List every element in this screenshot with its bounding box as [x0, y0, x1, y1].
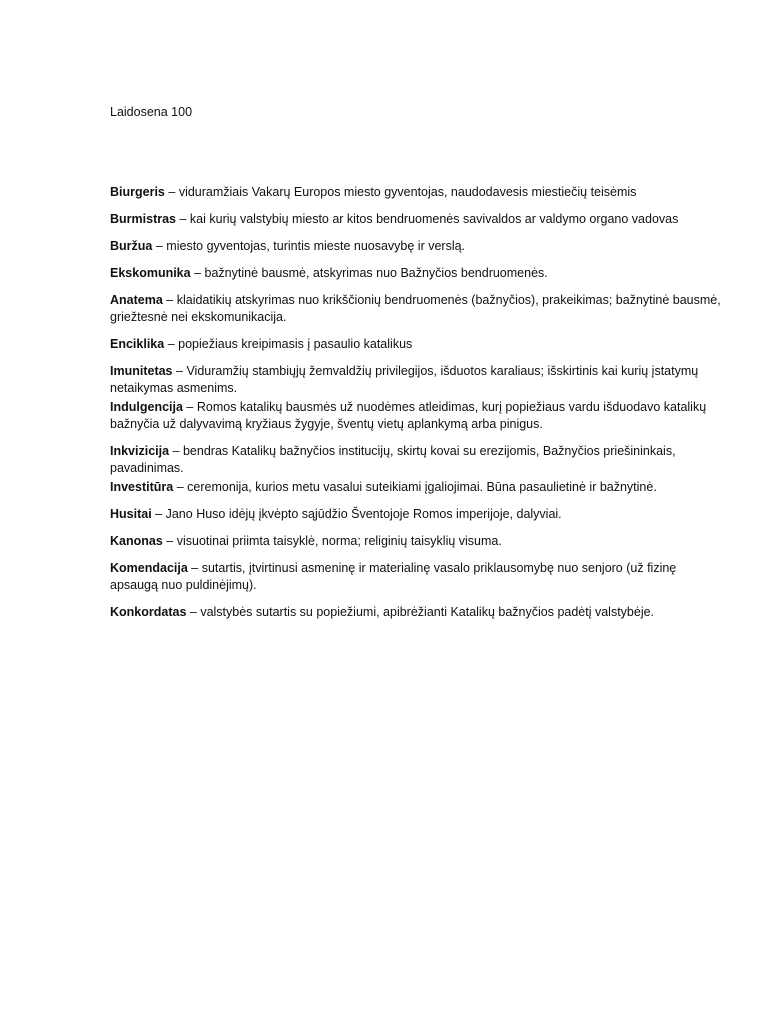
glossary-entry: Inkvizicija – bendras Katalikų bažnyčios institucijų, skirtų kovai su erezijomis, Bažnyčios priešininkais, pavadinimas. — [110, 444, 676, 475]
glossary-term: Anatema — [110, 293, 163, 307]
glossary-definition: valstybės sutartis su popiežiumi, apibrėžianti Katalikų bažnyčios padėtį valstybėje. — [200, 605, 655, 619]
glossary-entry: Ekskomunika – bažnytinė bausmė, atskyrimas nuo Bažnyčios bendruomenės. — [110, 266, 548, 280]
glossary-definition: ceremonija, kurios metu vasalui suteikiami įgaliojimai. Būna pasaulietinė ir bažnytinė. — [187, 480, 657, 494]
document-title: Laidosena 100 — [110, 105, 193, 119]
glossary-definition: popiežiaus kreipimasis į pasaulio katalikus — [178, 337, 413, 351]
glossary-definition: visuotinai priimta taisyklė, norma; religinių taisyklių visuma. — [176, 534, 502, 548]
glossary-entry: Kanonas – visuotinai priimta taisyklė, norma; religinių taisyklių visuma. — [110, 534, 502, 548]
glossary-term: Enciklika — [110, 337, 165, 351]
glossary-term: Imunitetas — [110, 364, 173, 378]
glossary-definition: bažnytinė bausmė, atskyrimas nuo Bažnyčios bendruomenės. — [204, 266, 548, 280]
glossary-entry: Imunitetas – Viduramžių stambiųjų žemvaldžių privilegijos, išduotos karaliaus; išskirtinis kai kurių įstatymų netaikymas asmenims. — [110, 364, 699, 395]
glossary-entry: Buržua – miesto gyventojas, turintis mieste nuosavybę ir verslą. — [110, 239, 466, 253]
document-header — [110, 104, 725, 120]
glossary-entry: Investitūra – ceremonija, kurios metu vasalui suteikiami įgaliojimai. Būna pasaulietinė ir bažnytinė. — [110, 480, 657, 494]
glossary-entry: Anatema – klaidatikių atskyrimas nuo krikščionių bendruomenės (bažnyčios), prakeikimas; bažnytinė bausmė, griežtesnė nei ekskomunikacija. — [110, 293, 721, 324]
glossary-entry: Konkordatas – valstybės sutartis su popiežiumi, apibrėžianti Katalikų bažnyčios padėtį valstybėje. — [110, 605, 655, 619]
glossary-term: Inkvizicija — [110, 444, 170, 458]
glossary-term: Indulgencija — [110, 400, 183, 414]
glossary-definition: bendras Katalikų bažnyčios institucijų, skirtų kovai su erezijomis, Bažnyčios priešininkais, pavadinimas. — [110, 444, 676, 475]
glossary-definition: kai kurių valstybių miesto ar kitos bendruomenės savivaldos ar valdymo organo vadovas — [189, 212, 679, 226]
glossary-definition: miesto gyventojas, turintis mieste nuosavybę ir verslą. — [166, 239, 466, 253]
glossary-term: Ekskomunika — [110, 266, 191, 280]
glossary-definition: sutartis, įtvirtinusi asmeninę ir materialinę vasalo priklausomybę nuo senjoro (už fizinę apsaugą nuo puldinėjimų). — [110, 561, 677, 592]
glossary-term: Komendacija — [110, 561, 188, 575]
glossary-entry: Husitai – Jano Huso idėjų įkvėpto sąjūdžio Šventojoje Romos imperijoje, dalyviai. — [110, 507, 562, 521]
glossary-definition: viduramžiais Vakarų Europos miesto gyventojas, naudodavesis miestiečių teisėmis — [178, 185, 637, 199]
glossary-term: Husitai — [110, 507, 152, 521]
glossary-definition: Jano Huso idėjų įkvėpto sąjūdžio Šventojoje Romos imperijoje, dalyviai. — [165, 507, 562, 521]
glossary-term: Kanonas — [110, 534, 163, 548]
glossary-term: Biurgeris — [110, 185, 165, 199]
glossary-entry: Burmistras – kai kurių valstybių miesto ar kitos bendruomenės savivaldos ar valdymo organo vadovas — [110, 212, 679, 226]
glossary-entry: Biurgeris – viduramžiais Vakarų Europos miesto gyventojas, naudodavesis miestiečių teisėmis — [110, 185, 637, 199]
glossary-entry: Komendacija – sutartis, įtvirtinusi asmeninę ir materialinę vasalo priklausomybę nuo senjoro (už fizinę apsaugą nuo puldinėjimų). — [110, 561, 677, 592]
glossary-entry: Enciklika – popiežiaus kreipimasis į pasaulio katalikus — [110, 337, 413, 351]
glossary-definition: klaidatikių atskyrimas nuo krikščionių bendruomenės (bažnyčios), prakeikimas; bažnytinė bausmė, griežtesnė nei ekskomunikacija. — [110, 293, 721, 324]
glossary-term: Buržua — [110, 239, 153, 253]
glossary-definition: Viduramžių stambiųjų žemvaldžių privilegijos, išduotos karaliaus; išskirtinis kai kurių įstatymų netaikymas asmenims. — [110, 364, 699, 395]
glossary-term: Konkordatas — [110, 605, 187, 619]
glossary-term: Burmistras — [110, 212, 176, 226]
glossary-list — [110, 184, 725, 631]
glossary-definition: Romos katalikų bausmės už nuodėmes atleidimas, kurį popiežiaus vardu išduodavo katalikų bažnyčia už dalyvavimą kryžiaus žygyje, šventų vietų aplankymą arba pinigus. — [110, 400, 707, 431]
glossary-entry: Indulgencija – Romos katalikų bausmės už nuodėmes atleidimas, kurį popiežiaus vardu išduodavo katalikų bažnyčia už dalyvavimą kryžiaus žygyje, šventų vietų aplankymą arba pinigus. — [110, 400, 707, 431]
glossary-term: Investitūra — [110, 480, 174, 494]
